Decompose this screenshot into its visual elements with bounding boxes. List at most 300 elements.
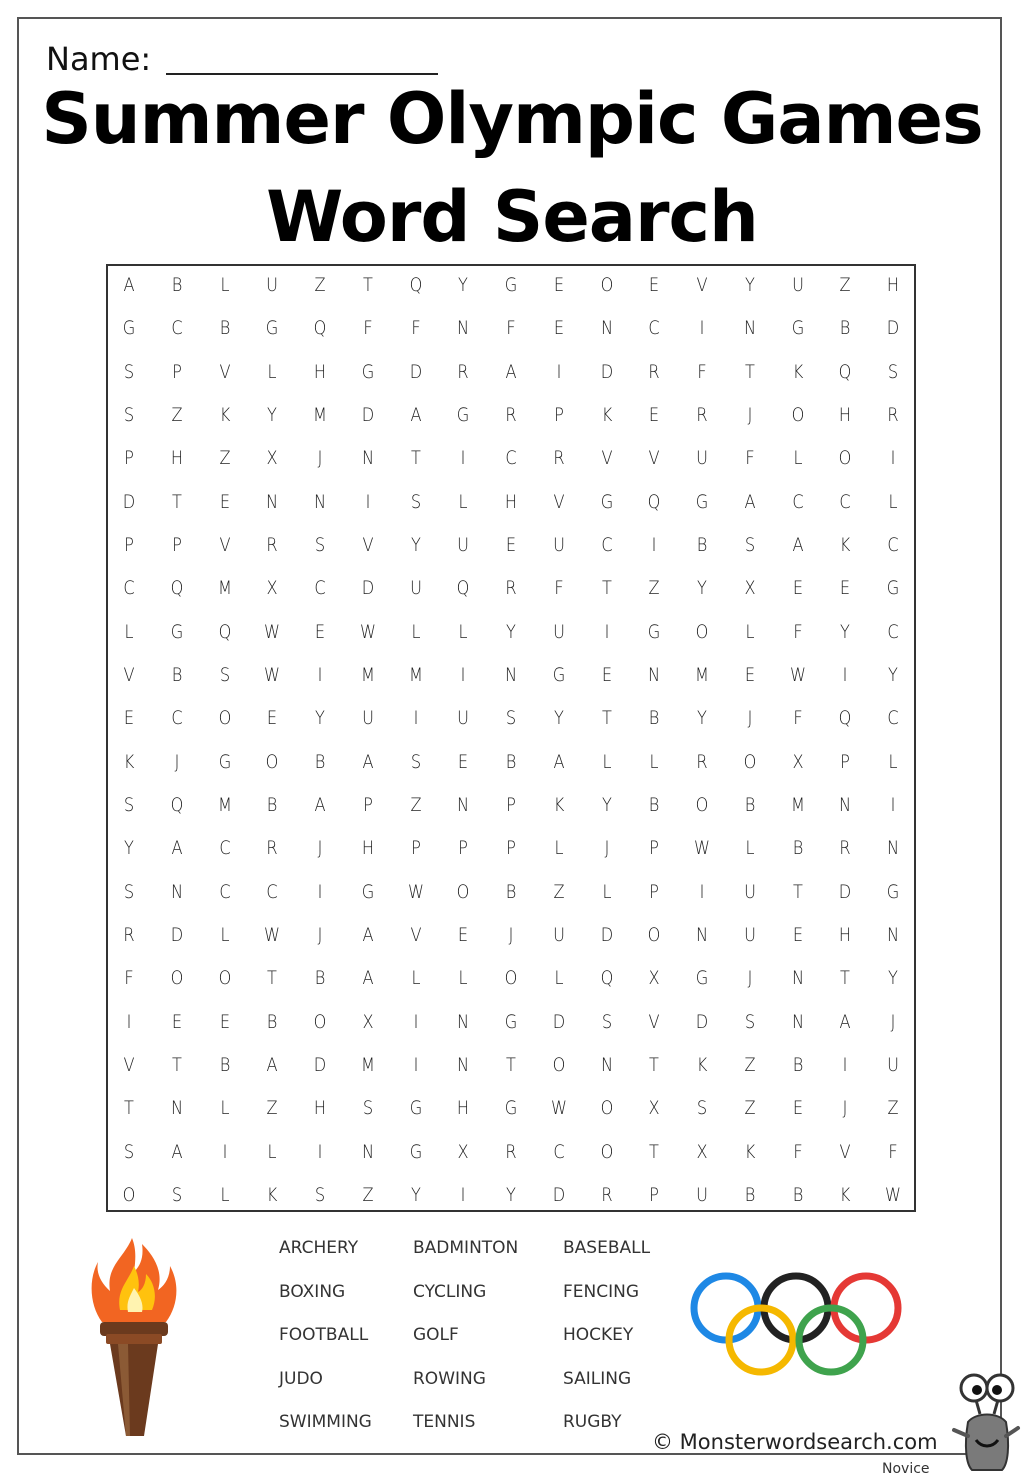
grid-letter[interactable]: F: [124, 967, 134, 990]
grid-letter[interactable]: I: [651, 533, 657, 556]
grid-letter[interactable]: L: [458, 490, 468, 513]
grid-letter[interactable]: L: [267, 1140, 277, 1163]
grid-letter[interactable]: C: [505, 447, 517, 470]
grid-letter[interactable]: S: [887, 360, 899, 383]
grid-letter[interactable]: E: [649, 274, 660, 296]
grid-letter[interactable]: O: [695, 793, 709, 816]
grid-letter[interactable]: Z: [744, 1053, 756, 1076]
grid-letter[interactable]: I: [317, 663, 323, 686]
grid-letter[interactable]: V: [123, 663, 135, 686]
grid-letter[interactable]: J: [842, 1097, 848, 1120]
grid-letter[interactable]: L: [792, 447, 803, 470]
grid-letter[interactable]: P: [840, 750, 851, 773]
grid-letter[interactable]: L: [601, 750, 612, 773]
grid-letter[interactable]: V: [696, 274, 708, 296]
grid-letter[interactable]: Q: [647, 490, 661, 513]
grid-letter[interactable]: C: [791, 490, 804, 513]
grid-letter[interactable]: E: [553, 317, 564, 340]
grid-letter[interactable]: N: [695, 923, 709, 946]
grid-letter[interactable]: E: [314, 620, 326, 643]
grid-letter[interactable]: N: [791, 967, 804, 990]
grid-letter[interactable]: B: [744, 1183, 756, 1206]
grid-letter[interactable]: C: [839, 490, 851, 513]
grid-letter[interactable]: O: [552, 1053, 566, 1076]
grid-letter[interactable]: N: [886, 923, 900, 946]
grid-letter[interactable]: A: [409, 403, 422, 426]
grid-letter[interactable]: I: [413, 707, 418, 730]
grid-letter[interactable]: S: [123, 1140, 135, 1163]
grid-letter[interactable]: G: [170, 620, 184, 643]
grid-letter[interactable]: T: [124, 1097, 134, 1120]
grid-letter[interactable]: A: [266, 1053, 278, 1076]
grid-letter[interactable]: G: [409, 1097, 422, 1120]
grid-letter[interactable]: R: [505, 577, 517, 600]
grid-letter[interactable]: G: [791, 317, 804, 340]
grid-letter[interactable]: I: [317, 880, 323, 903]
grid-letter[interactable]: B: [792, 1183, 803, 1206]
grid-letter[interactable]: R: [266, 837, 278, 860]
grid-letter[interactable]: L: [267, 360, 277, 383]
grid-letter[interactable]: C: [171, 707, 183, 730]
grid-letter[interactable]: M: [217, 793, 232, 816]
grid-letter[interactable]: I: [365, 490, 371, 513]
grid-letter[interactable]: P: [506, 793, 516, 816]
grid-letter[interactable]: P: [506, 837, 516, 860]
grid-letter[interactable]: S: [696, 1097, 708, 1120]
grid-letter[interactable]: T: [792, 880, 803, 903]
grid-letter[interactable]: J: [174, 750, 180, 773]
grid-letter[interactable]: F: [792, 620, 803, 643]
grid-letter[interactable]: H: [839, 403, 852, 426]
grid-letter[interactable]: L: [888, 490, 898, 513]
grid-letter[interactable]: T: [601, 707, 612, 730]
grid-letter[interactable]: F: [554, 577, 564, 600]
grid-letter[interactable]: P: [649, 837, 660, 860]
grid-letter[interactable]: S: [744, 1010, 755, 1033]
grid-letter[interactable]: G: [265, 317, 279, 340]
grid-letter[interactable]: U: [457, 707, 470, 730]
grid-letter[interactable]: S: [123, 403, 135, 426]
grid-letter[interactable]: E: [505, 533, 517, 556]
grid-letter[interactable]: H: [457, 1097, 470, 1120]
grid-letter[interactable]: N: [743, 317, 756, 340]
grid-letter[interactable]: X: [266, 447, 278, 470]
grid-letter[interactable]: M: [360, 1053, 375, 1076]
grid-letter[interactable]: Q: [838, 360, 852, 383]
grid-letter[interactable]: S: [219, 663, 230, 686]
grid-letter[interactable]: P: [649, 1183, 660, 1206]
grid-letter[interactable]: I: [699, 880, 705, 903]
grid-letter[interactable]: Z: [839, 274, 851, 296]
grid-letter[interactable]: R: [457, 360, 469, 383]
grid-letter[interactable]: E: [792, 577, 803, 600]
grid-letter[interactable]: E: [744, 663, 755, 686]
grid-letter[interactable]: G: [409, 1140, 422, 1163]
grid-letter[interactable]: Y: [553, 707, 564, 730]
grid-letter[interactable]: R: [839, 837, 851, 860]
grid-letter[interactable]: N: [457, 1010, 470, 1033]
grid-letter[interactable]: R: [600, 1183, 613, 1206]
grid-letter[interactable]: N: [457, 1053, 470, 1076]
grid-letter[interactable]: P: [649, 880, 660, 903]
grid-letter[interactable]: Z: [648, 577, 660, 600]
grid-letter[interactable]: D: [600, 360, 613, 383]
grid-letter[interactable]: O: [218, 967, 231, 990]
grid-letter[interactable]: S: [744, 533, 755, 556]
grid-letter[interactable]: C: [218, 880, 231, 903]
grid-letter[interactable]: Y: [410, 533, 421, 556]
grid-letter[interactable]: D: [839, 880, 852, 903]
grid-letter[interactable]: A: [505, 360, 517, 383]
grid-letter[interactable]: H: [361, 837, 374, 860]
grid-letter[interactable]: L: [458, 620, 468, 643]
grid-letter[interactable]: O: [600, 1140, 613, 1163]
grid-letter[interactable]: J: [317, 837, 323, 860]
grid-letter[interactable]: Y: [506, 620, 516, 643]
grid-letter[interactable]: L: [219, 1183, 230, 1206]
grid-letter[interactable]: A: [314, 793, 326, 816]
grid-letter[interactable]: S: [410, 750, 421, 773]
grid-letter[interactable]: K: [266, 1183, 278, 1206]
grid-letter[interactable]: W: [550, 1097, 567, 1120]
grid-letter[interactable]: G: [695, 490, 709, 513]
grid-letter[interactable]: T: [506, 1053, 516, 1076]
grid-letter[interactable]: I: [222, 1140, 227, 1163]
grid-letter[interactable]: I: [317, 1140, 323, 1163]
grid-letter[interactable]: E: [123, 707, 135, 730]
grid-letter[interactable]: J: [604, 837, 609, 860]
grid-letter[interactable]: Z: [218, 447, 231, 470]
grid-letter[interactable]: E: [792, 923, 803, 946]
grid-letter[interactable]: I: [126, 1010, 132, 1033]
grid-letter[interactable]: E: [219, 490, 230, 513]
grid-letter[interactable]: R: [505, 1140, 517, 1163]
grid-letter[interactable]: T: [410, 447, 421, 470]
grid-letter[interactable]: D: [122, 490, 136, 513]
grid-letter[interactable]: D: [361, 577, 374, 600]
grid-letter[interactable]: L: [554, 967, 564, 990]
grid-letter[interactable]: A: [123, 274, 135, 296]
grid-letter[interactable]: M: [313, 403, 327, 426]
grid-letter[interactable]: O: [647, 923, 661, 946]
grid-letter[interactable]: Z: [266, 1097, 278, 1120]
grid-letter[interactable]: D: [170, 923, 183, 946]
grid-letter[interactable]: Y: [410, 1183, 421, 1206]
grid-letter[interactable]: R: [123, 923, 135, 946]
grid-letter[interactable]: L: [458, 967, 468, 990]
grid-letter[interactable]: J: [317, 447, 323, 470]
grid-letter[interactable]: K: [219, 403, 230, 426]
grid-letter[interactable]: B: [648, 793, 660, 816]
grid-letter[interactable]: E: [840, 577, 851, 600]
grid-letter[interactable]: D: [361, 403, 374, 426]
grid-letter[interactable]: Z: [887, 1097, 899, 1120]
grid-letter[interactable]: D: [552, 1010, 565, 1033]
grid-letter[interactable]: C: [171, 317, 183, 340]
grid-letter[interactable]: B: [792, 1053, 803, 1076]
grid-letter[interactable]: T: [649, 1140, 660, 1163]
grid-letter[interactable]: S: [505, 707, 517, 730]
grid-letter[interactable]: U: [791, 274, 804, 296]
grid-letter[interactable]: O: [313, 1010, 327, 1033]
grid-letter[interactable]: X: [266, 577, 278, 600]
grid-letter[interactable]: T: [171, 1053, 182, 1076]
grid-letter[interactable]: O: [743, 750, 757, 773]
grid-letter[interactable]: G: [552, 663, 566, 686]
grid-letter[interactable]: W: [407, 880, 424, 903]
grid-letter[interactable]: G: [361, 880, 375, 903]
grid-letter[interactable]: X: [696, 1140, 708, 1163]
grid-letter[interactable]: A: [362, 967, 374, 990]
grid-letter[interactable]: B: [314, 967, 326, 990]
grid-letter[interactable]: R: [553, 447, 565, 470]
grid-letter[interactable]: H: [313, 1097, 327, 1120]
grid-letter[interactable]: G: [504, 274, 518, 296]
grid-letter[interactable]: W: [694, 837, 710, 860]
grid-letter[interactable]: R: [887, 403, 899, 426]
grid-letter[interactable]: D: [313, 1053, 327, 1076]
grid-letter[interactable]: U: [552, 533, 565, 556]
grid-letter[interactable]: A: [362, 923, 374, 946]
grid-letter[interactable]: E: [267, 707, 278, 730]
grid-letter[interactable]: Q: [600, 967, 613, 990]
grid-letter[interactable]: X: [362, 1010, 374, 1033]
grid-letter[interactable]: I: [413, 1053, 418, 1076]
grid-letter[interactable]: N: [839, 793, 852, 816]
grid-letter[interactable]: A: [362, 750, 374, 773]
grid-letter[interactable]: S: [314, 1183, 326, 1206]
grid-letter[interactable]: L: [124, 620, 134, 643]
grid-letter[interactable]: X: [648, 967, 660, 990]
grid-letter[interactable]: F: [697, 360, 707, 383]
grid-letter[interactable]: M: [360, 663, 375, 686]
grid-letter[interactable]: M: [408, 663, 423, 686]
grid-letter[interactable]: B: [648, 707, 660, 730]
grid-letter[interactable]: Z: [171, 403, 183, 426]
grid-letter[interactable]: W: [264, 620, 281, 643]
grid-letter[interactable]: I: [460, 663, 466, 686]
grid-letter[interactable]: B: [171, 663, 183, 686]
grid-letter[interactable]: L: [410, 620, 421, 643]
grid-letter[interactable]: U: [552, 620, 565, 643]
grid-letter[interactable]: E: [553, 274, 564, 296]
grid-letter[interactable]: O: [170, 967, 184, 990]
grid-letter[interactable]: T: [362, 274, 373, 296]
grid-letter[interactable]: I: [556, 360, 562, 383]
grid-letter[interactable]: U: [409, 577, 422, 600]
grid-letter[interactable]: T: [649, 1053, 660, 1076]
grid-letter[interactable]: X: [744, 577, 756, 600]
grid-letter[interactable]: A: [171, 837, 183, 860]
grid-letter[interactable]: V: [123, 1053, 135, 1076]
grid-letter[interactable]: Y: [888, 967, 898, 990]
grid-letter[interactable]: C: [887, 707, 899, 730]
grid-letter[interactable]: C: [266, 880, 278, 903]
grid-letter[interactable]: Q: [456, 577, 470, 600]
grid-letter[interactable]: Q: [170, 577, 184, 600]
grid-letter[interactable]: C: [553, 1140, 565, 1163]
grid-letter[interactable]: S: [123, 360, 135, 383]
grid-letter[interactable]: C: [314, 577, 326, 600]
grid-letter[interactable]: G: [886, 880, 900, 903]
grid-letter[interactable]: K: [123, 750, 135, 773]
grid-letter[interactable]: V: [648, 447, 660, 470]
grid-letter[interactable]: K: [839, 1183, 851, 1206]
grid-letter[interactable]: S: [123, 880, 135, 903]
grid-letter[interactable]: N: [361, 1140, 374, 1163]
grid-letter[interactable]: Y: [888, 663, 898, 686]
grid-letter[interactable]: L: [601, 880, 612, 903]
grid-letter[interactable]: G: [695, 967, 709, 990]
grid-letter[interactable]: Q: [313, 317, 327, 340]
grid-letter[interactable]: H: [313, 360, 327, 383]
grid-letter[interactable]: I: [413, 1010, 418, 1033]
grid-letter[interactable]: G: [361, 360, 375, 383]
grid-letter[interactable]: W: [359, 620, 376, 643]
grid-letter[interactable]: N: [170, 1097, 183, 1120]
grid-letter[interactable]: B: [219, 317, 230, 340]
grid-letter[interactable]: K: [744, 1140, 756, 1163]
grid-letter[interactable]: N: [648, 663, 661, 686]
grid-letter[interactable]: J: [508, 923, 514, 946]
grid-letter[interactable]: D: [552, 1183, 565, 1206]
grid-letter[interactable]: I: [890, 447, 896, 470]
grid-letter[interactable]: Z: [744, 1097, 756, 1120]
grid-letter[interactable]: T: [601, 577, 612, 600]
grid-letter[interactable]: K: [696, 1053, 708, 1076]
grid-letter[interactable]: W: [264, 923, 281, 946]
grid-letter[interactable]: G: [504, 1010, 518, 1033]
grid-letter[interactable]: P: [124, 533, 134, 556]
grid-letter[interactable]: L: [745, 837, 755, 860]
grid-letter[interactable]: Y: [458, 274, 469, 296]
grid-letter[interactable]: V: [648, 1010, 660, 1033]
grid-letter[interactable]: G: [122, 317, 136, 340]
grid-letter[interactable]: E: [792, 1097, 803, 1120]
grid-letter[interactable]: V: [553, 490, 565, 513]
grid-letter[interactable]: D: [409, 360, 422, 383]
grid-letter[interactable]: E: [171, 1010, 182, 1033]
grid-letter[interactable]: O: [456, 880, 470, 903]
grid-letter[interactable]: S: [362, 1097, 373, 1120]
grid-letter[interactable]: G: [456, 403, 470, 426]
grid-letter[interactable]: T: [171, 490, 182, 513]
grid-letter[interactable]: B: [696, 533, 708, 556]
grid-letter[interactable]: O: [504, 967, 518, 990]
grid-letter[interactable]: Z: [362, 1183, 374, 1206]
grid-letter[interactable]: E: [458, 750, 469, 773]
grid-letter[interactable]: C: [123, 577, 135, 600]
grid-letter[interactable]: P: [124, 447, 134, 470]
grid-letter[interactable]: S: [314, 533, 326, 556]
grid-letter[interactable]: A: [744, 490, 756, 513]
grid-letter[interactable]: I: [842, 1053, 848, 1076]
grid-letter[interactable]: N: [313, 490, 327, 513]
grid-letter[interactable]: P: [171, 533, 182, 556]
grid-letter[interactable]: H: [839, 923, 852, 946]
grid-letter[interactable]: S: [410, 490, 421, 513]
grid-letter[interactable]: W: [789, 663, 806, 686]
grid-letter[interactable]: C: [887, 620, 899, 643]
grid-letter[interactable]: L: [745, 620, 755, 643]
grid-letter[interactable]: V: [218, 360, 231, 383]
grid-letter[interactable]: W: [885, 1183, 901, 1206]
grid-letter[interactable]: I: [842, 663, 848, 686]
grid-letter[interactable]: F: [792, 1140, 803, 1163]
grid-letter[interactable]: M: [217, 577, 232, 600]
grid-letter[interactable]: T: [840, 967, 851, 990]
grid-letter[interactable]: J: [317, 923, 323, 946]
grid-letter[interactable]: Z: [553, 880, 565, 903]
grid-letter[interactable]: H: [170, 447, 183, 470]
grid-letter[interactable]: N: [266, 490, 279, 513]
grid-letter[interactable]: T: [744, 360, 755, 383]
grid-letter[interactable]: R: [648, 360, 660, 383]
grid-letter[interactable]: B: [744, 793, 756, 816]
grid-letter[interactable]: Y: [697, 577, 707, 600]
grid-letter[interactable]: V: [362, 533, 374, 556]
grid-letter[interactable]: D: [600, 923, 613, 946]
grid-letter[interactable]: V: [218, 533, 231, 556]
grid-letter[interactable]: Y: [267, 403, 278, 426]
grid-letter[interactable]: A: [553, 750, 565, 773]
grid-letter[interactable]: B: [171, 274, 183, 296]
grid-letter[interactable]: J: [890, 1010, 896, 1033]
grid-letter[interactable]: F: [745, 447, 755, 470]
grid-letter[interactable]: O: [600, 274, 613, 296]
grid-letter[interactable]: B: [505, 880, 517, 903]
grid-letter[interactable]: X: [457, 1140, 469, 1163]
grid-letter[interactable]: J: [747, 707, 753, 730]
grid-letter[interactable]: X: [791, 750, 804, 773]
grid-letter[interactable]: X: [648, 1097, 660, 1120]
grid-letter[interactable]: U: [552, 923, 565, 946]
grid-letter[interactable]: B: [314, 750, 326, 773]
grid-letter[interactable]: P: [362, 793, 373, 816]
grid-letter[interactable]: B: [839, 317, 851, 340]
grid-letter[interactable]: K: [601, 403, 612, 426]
grid-letter[interactable]: D: [695, 1010, 709, 1033]
grid-letter[interactable]: B: [266, 793, 278, 816]
grid-letter[interactable]: B: [219, 1053, 230, 1076]
grid-letter[interactable]: E: [649, 403, 660, 426]
grid-letter[interactable]: U: [696, 447, 708, 470]
grid-letter[interactable]: Z: [409, 793, 422, 816]
grid-letter[interactable]: I: [699, 317, 705, 340]
grid-letter[interactable]: B: [505, 750, 517, 773]
grid-letter[interactable]: H: [504, 490, 518, 513]
grid-letter[interactable]: P: [410, 837, 421, 860]
grid-letter[interactable]: B: [266, 1010, 278, 1033]
grid-letter[interactable]: R: [505, 403, 517, 426]
grid-letter[interactable]: S: [601, 1010, 612, 1033]
grid-letter[interactable]: U: [457, 533, 470, 556]
grid-letter[interactable]: J: [747, 967, 753, 990]
grid-letter[interactable]: N: [600, 1053, 613, 1076]
grid-letter[interactable]: Y: [124, 837, 134, 860]
grid-letter[interactable]: M: [790, 793, 805, 816]
grid-letter[interactable]: M: [695, 663, 709, 686]
grid-letter[interactable]: V: [600, 447, 613, 470]
grid-letter[interactable]: P: [458, 837, 469, 860]
grid-letter[interactable]: G: [218, 750, 231, 773]
grid-letter[interactable]: Q: [170, 793, 184, 816]
grid-letter[interactable]: C: [600, 533, 613, 556]
grid-letter[interactable]: G: [600, 490, 613, 513]
grid-letter[interactable]: F: [363, 317, 373, 340]
grid-letter[interactable]: N: [791, 1010, 804, 1033]
grid-letter[interactable]: N: [600, 317, 613, 340]
